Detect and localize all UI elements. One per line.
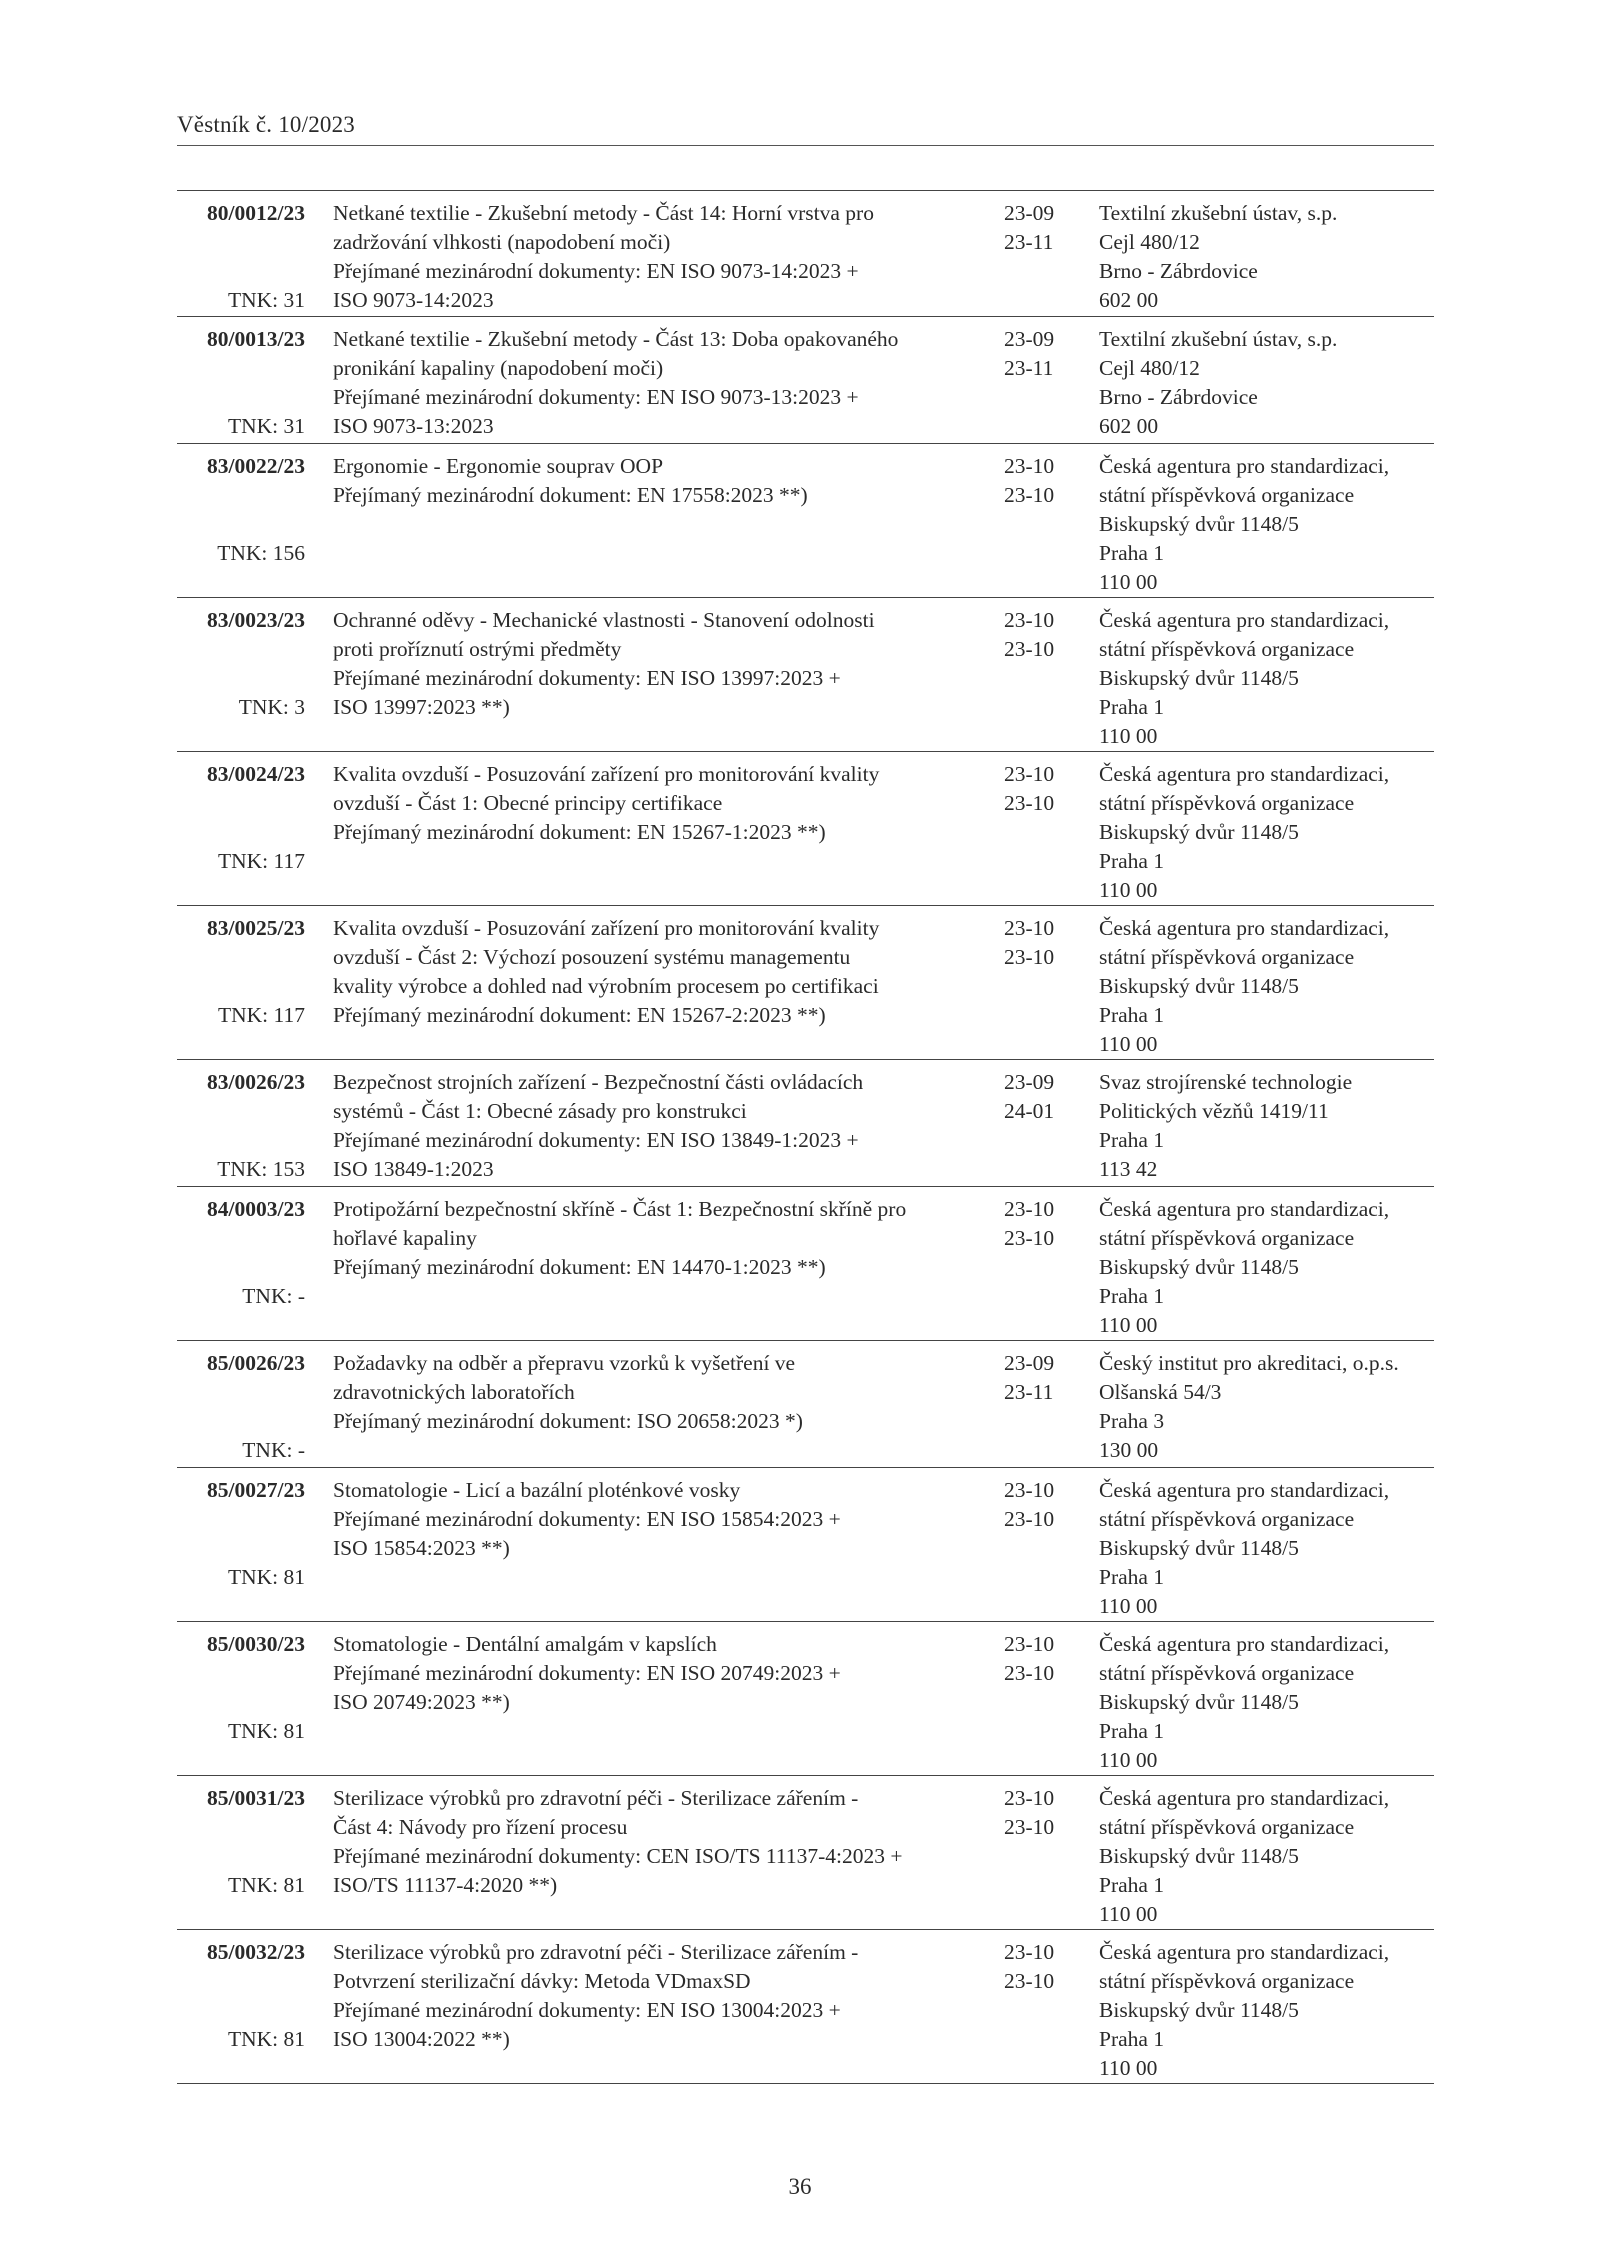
address-line: Praha 1 — [1099, 1873, 1165, 1897]
page-number: 36 — [788, 2174, 812, 2199]
date-value: 23-10 — [1004, 608, 1055, 632]
dates-column — [1004, 1630, 1084, 1688]
address-line: Textilní zkušební ústav, s.p. — [1099, 327, 1338, 351]
address-line: 602 00 — [1099, 414, 1159, 438]
address-line: státní příspěvková organizace — [1099, 1661, 1355, 1685]
address-line: Česká agentura pro standardizaci, — [1099, 1478, 1390, 1502]
date-value: 23-10 — [1004, 483, 1055, 507]
tnk-label: TNK: 153 — [217, 1157, 305, 1181]
processor-address — [1099, 1476, 1434, 1621]
title-line: Přejímané mezinárodní dokumenty: EN ISO 15854:2023 + — [333, 1507, 841, 1531]
title-line: hořlavé kapaliny — [333, 1226, 477, 1250]
address-line: Česká agentura pro standardizaci, — [1099, 1940, 1390, 1964]
title-line: ISO 15854:2023 **) — [333, 1536, 510, 1560]
processor-address — [1099, 199, 1434, 315]
title-line: Přejímané mezinárodní dokumenty: CEN ISO/TS 11137-4:2023 + — [333, 1844, 903, 1868]
date-value: 23-11 — [1004, 1380, 1054, 1404]
title-line: Přejímané mezinárodní dokumenty: EN ISO 9073-14:2023 + — [333, 259, 859, 283]
title-line: Kvalita ovzduší - Posuzování zařízení pro monitorování kvality — [333, 916, 880, 940]
title-line: Přejímaný mezinárodní dokument: EN 17558:2023 **) — [333, 483, 808, 507]
address-line: 602 00 — [1099, 288, 1159, 312]
processor-address — [1099, 325, 1434, 441]
address-line: státní příspěvková organizace — [1099, 1226, 1355, 1250]
date-value: 23-10 — [1004, 1786, 1055, 1810]
address-line: 110 00 — [1099, 1032, 1158, 1056]
standard-id: 83/0025/23 — [207, 916, 305, 940]
table-row — [177, 1060, 1434, 1187]
address-line: 110 00 — [1099, 1902, 1158, 1926]
standard-title — [333, 1349, 983, 1436]
address-line: Praha 1 — [1099, 1284, 1165, 1308]
title-line: ovzduší - Část 1: Obecné principy certifikace — [333, 791, 723, 815]
address-line: státní příspěvková organizace — [1099, 1815, 1355, 1839]
title-line: Sterilizace výrobků pro zdravotní péči - Sterilizace zářením - — [333, 1940, 859, 1964]
title-line: zdravotnických laboratořích — [333, 1380, 575, 1404]
standard-id: 85/0030/23 — [207, 1632, 305, 1656]
tnk-label: TNK: - — [242, 1284, 305, 1308]
processor-address — [1099, 1068, 1434, 1184]
title-line: Potvrzení sterilizační dávky: Metoda VDmaxSD — [333, 1969, 751, 1993]
standard-title — [333, 1068, 983, 1184]
title-line: Přejímané mezinárodní dokumenty: EN ISO 13997:2023 + — [333, 666, 841, 690]
address-line: Praha 1 — [1099, 1003, 1165, 1027]
title-line: ISO 13004:2022 **) — [333, 2027, 510, 2051]
standard-title — [333, 199, 983, 315]
page-header-title: Věstník č. 10/2023 — [177, 112, 355, 137]
tnk-label: TNK: 3 — [238, 695, 305, 719]
title-line: Požadavky na odběr a přepravu vzorků k vyšetření ve — [333, 1351, 796, 1375]
date-value: 23-10 — [1004, 762, 1055, 786]
date-value: 23-10 — [1004, 1815, 1055, 1839]
address-line: Česká agentura pro standardizaci, — [1099, 762, 1390, 786]
date-value: 23-09 — [1004, 327, 1055, 351]
dates-column — [1004, 1938, 1084, 1996]
title-line: ISO 20749:2023 **) — [333, 1690, 510, 1714]
processor-address — [1099, 606, 1434, 751]
address-line: Praha 1 — [1099, 1128, 1165, 1152]
title-line: Sterilizace výrobků pro zdravotní péči - Sterilizace zářením - — [333, 1786, 859, 1810]
address-line: Cejl 480/12 — [1099, 230, 1200, 254]
date-value: 23-09 — [1004, 201, 1055, 225]
standard-id: 80/0013/23 — [207, 327, 305, 351]
standard-id: 84/0003/23 — [207, 1197, 305, 1221]
date-value: 23-10 — [1004, 945, 1055, 969]
standard-title — [333, 1630, 983, 1717]
address-line: Textilní zkušební ústav, s.p. — [1099, 201, 1338, 225]
tnk-label: TNK: - — [242, 1438, 305, 1462]
standard-title — [333, 1195, 983, 1282]
title-line: Netkané textilie - Zkušební metody - Část 14: Horní vrstva pro — [333, 201, 874, 225]
date-value: 24-01 — [1004, 1099, 1055, 1123]
standard-title — [333, 606, 983, 722]
title-line: Protipožární bezpečnostní skříně - Část 1: Bezpečnostní skříně pro — [333, 1197, 907, 1221]
address-line: Česká agentura pro standardizaci, — [1099, 608, 1390, 632]
tnk-label: TNK: 81 — [227, 2027, 305, 2051]
standards-table — [177, 190, 1434, 2084]
table-row — [177, 1776, 1434, 1930]
processor-address — [1099, 914, 1434, 1059]
date-value: 23-10 — [1004, 1661, 1055, 1685]
address-line: Česká agentura pro standardizaci, — [1099, 454, 1390, 478]
title-line: ISO 13849-1:2023 — [333, 1157, 494, 1181]
title-line: systémů - Část 1: Obecné zásady pro konstrukci — [333, 1099, 747, 1123]
processor-address — [1099, 1630, 1434, 1775]
table-row — [177, 906, 1434, 1060]
standard-title — [333, 1476, 983, 1563]
date-value: 23-10 — [1004, 1226, 1055, 1250]
title-line: proti proříznutí ostrými předměty — [333, 637, 622, 661]
address-line: Biskupský dvůr 1148/5 — [1099, 1255, 1299, 1279]
date-value: 23-11 — [1004, 230, 1054, 254]
date-value: 23-10 — [1004, 791, 1055, 815]
address-line: Česká agentura pro standardizaci, — [1099, 1197, 1390, 1221]
address-line: Biskupský dvůr 1148/5 — [1099, 820, 1299, 844]
standard-id: 83/0024/23 — [207, 762, 305, 786]
address-line: 110 00 — [1099, 1748, 1158, 1772]
table-row — [177, 1468, 1434, 1622]
standard-title — [333, 452, 983, 510]
address-line: Česká agentura pro standardizaci, — [1099, 916, 1390, 940]
standard-id: 85/0031/23 — [207, 1786, 305, 1810]
dates-column — [1004, 606, 1084, 664]
address-line: Biskupský dvůr 1148/5 — [1099, 1844, 1299, 1868]
date-value: 23-10 — [1004, 637, 1055, 661]
standard-id: 83/0023/23 — [207, 608, 305, 632]
table-row — [177, 1187, 1434, 1341]
processor-address — [1099, 1784, 1434, 1929]
title-line: Netkané textilie - Zkušební metody - Část 13: Doba opakovaného — [333, 327, 899, 351]
title-line: Přejímané mezinárodní dokumenty: EN ISO 13849-1:2023 + — [333, 1128, 859, 1152]
title-line: Přejímaný mezinárodní dokument: EN 14470-1:2023 **) — [333, 1255, 826, 1279]
title-line: Přejímaný mezinárodní dokument: EN 15267-1:2023 **) — [333, 820, 826, 844]
address-line: Biskupský dvůr 1148/5 — [1099, 1690, 1299, 1714]
processor-address — [1099, 1195, 1434, 1340]
date-value: 23-10 — [1004, 916, 1055, 940]
tnk-label: TNK: 31 — [227, 414, 305, 438]
table-row — [177, 317, 1434, 444]
processor-address — [1099, 1349, 1434, 1465]
title-line: Přejímané mezinárodní dokumenty: EN ISO 9073-13:2023 + — [333, 385, 859, 409]
tnk-label: TNK: 81 — [227, 1565, 305, 1589]
standard-id: 85/0032/23 — [207, 1940, 305, 1964]
date-value: 23-11 — [1004, 356, 1054, 380]
dates-column — [1004, 760, 1084, 818]
standard-id: 83/0026/23 — [207, 1070, 305, 1094]
dates-column — [1004, 1068, 1084, 1126]
address-line: 110 00 — [1099, 1313, 1158, 1337]
address-line: státní příspěvková organizace — [1099, 791, 1355, 815]
date-value: 23-09 — [1004, 1351, 1055, 1375]
address-line: Praha 1 — [1099, 849, 1165, 873]
title-line: kvality výrobce a dohled nad výrobním procesem po certifikaci — [333, 974, 879, 998]
address-line: Praha 1 — [1099, 695, 1165, 719]
title-line: Ochranné oděvy - Mechanické vlastnosti - Stanovení odolnosti — [333, 608, 875, 632]
title-line: Přejímaný mezinárodní dokument: EN 15267-2:2023 **) — [333, 1003, 826, 1027]
address-line: Český institut pro akreditaci, o.p.s. — [1099, 1351, 1399, 1375]
date-value: 23-10 — [1004, 1197, 1055, 1221]
title-line: Stomatologie - Dentální amalgám v kapslích — [333, 1632, 717, 1656]
address-line: Politických vězňů 1419/11 — [1099, 1099, 1329, 1123]
address-line: státní příspěvková organizace — [1099, 637, 1355, 661]
address-line: Cejl 480/12 — [1099, 356, 1200, 380]
table-row — [177, 752, 1434, 906]
title-line: ovzduší - Část 2: Výchozí posouzení systému managementu — [333, 945, 851, 969]
title-line: Přejímané mezinárodní dokumenty: EN ISO 13004:2023 + — [333, 1998, 841, 2022]
address-line: státní příspěvková organizace — [1099, 1969, 1355, 1993]
tnk-label: TNK: 31 — [227, 288, 305, 312]
tnk-label: TNK: 117 — [218, 1003, 305, 1027]
table-row — [177, 1341, 1434, 1468]
standard-id: 83/0022/23 — [207, 454, 305, 478]
address-line: 113 42 — [1099, 1157, 1158, 1181]
title-line: Přejímaný mezinárodní dokument: ISO 20658:2023 *) — [333, 1409, 803, 1433]
table-row — [177, 1622, 1434, 1776]
address-line: Biskupský dvůr 1148/5 — [1099, 1536, 1299, 1560]
address-line: Praha 1 — [1099, 1719, 1165, 1743]
title-line: Stomatologie - Licí a bazální ploténkové vosky — [333, 1478, 741, 1502]
date-value: 23-10 — [1004, 1940, 1055, 1964]
address-line: 110 00 — [1099, 878, 1158, 902]
address-line: Svaz strojírenské technologie — [1099, 1070, 1353, 1094]
address-line: Biskupský dvůr 1148/5 — [1099, 974, 1299, 998]
address-line: 110 00 — [1099, 2056, 1158, 2080]
title-line: Ergonomie - Ergonomie souprav OOP — [333, 454, 664, 478]
address-line: státní příspěvková organizace — [1099, 483, 1355, 507]
address-line: 130 00 — [1099, 1438, 1159, 1462]
address-line: Biskupský dvůr 1148/5 — [1099, 512, 1299, 536]
date-value: 23-10 — [1004, 454, 1055, 478]
address-line: 110 00 — [1099, 570, 1158, 594]
date-value: 23-10 — [1004, 1507, 1055, 1531]
standard-title — [333, 1784, 983, 1900]
dates-column — [1004, 914, 1084, 972]
title-line: ISO 9073-13:2023 — [333, 414, 494, 438]
standard-title — [333, 1938, 983, 2054]
address-line: Česká agentura pro standardizaci, — [1099, 1786, 1390, 1810]
address-line: Praha 1 — [1099, 1565, 1165, 1589]
tnk-label: TNK: 156 — [217, 541, 305, 565]
title-line: Část 4: Návody pro řízení procesu — [333, 1815, 628, 1839]
processor-address — [1099, 760, 1434, 905]
date-value: 23-10 — [1004, 1632, 1055, 1656]
standard-id: 80/0012/23 — [207, 201, 305, 225]
address-line: Biskupský dvůr 1148/5 — [1099, 1998, 1299, 2022]
address-line: státní příspěvková organizace — [1099, 1507, 1355, 1531]
table-row — [177, 1930, 1434, 2084]
standard-title — [333, 914, 983, 1030]
standard-id: 85/0026/23 — [207, 1351, 305, 1375]
processor-address — [1099, 1938, 1434, 2083]
processor-address — [1099, 452, 1434, 597]
dates-column — [1004, 1195, 1084, 1253]
title-line: ISO/TS 11137-4:2020 **) — [333, 1873, 558, 1897]
table-row — [177, 598, 1434, 752]
title-line: zadržování vlhkosti (napodobení moči) — [333, 230, 671, 254]
address-line: státní příspěvková organizace — [1099, 945, 1355, 969]
dates-column — [1004, 325, 1084, 383]
address-line: Česká agentura pro standardizaci, — [1099, 1632, 1390, 1656]
table-row — [177, 444, 1434, 598]
title-line: pronikání kapaliny (napodobení moči) — [333, 356, 664, 380]
title-line: Bezpečnost strojních zařízení - Bezpečnostní části ovládacích — [333, 1070, 864, 1094]
tnk-label: TNK: 81 — [227, 1873, 305, 1897]
dates-column — [1004, 1476, 1084, 1534]
address-line: 110 00 — [1099, 1594, 1158, 1618]
title-line: ISO 13997:2023 **) — [333, 695, 510, 719]
standard-id: 85/0027/23 — [207, 1478, 305, 1502]
standard-title — [333, 325, 983, 441]
address-line: Olšanská 54/3 — [1099, 1380, 1222, 1404]
address-line: Brno - Zábrdovice — [1099, 259, 1258, 283]
date-value: 23-10 — [1004, 1478, 1055, 1502]
address-line: Praha 3 — [1099, 1409, 1165, 1433]
dates-column — [1004, 1784, 1084, 1842]
date-value: 23-10 — [1004, 1969, 1055, 1993]
address-line: Biskupský dvůr 1148/5 — [1099, 666, 1299, 690]
address-line: Brno - Zábrdovice — [1099, 385, 1258, 409]
dates-column — [1004, 1349, 1084, 1407]
tnk-label: TNK: 117 — [218, 849, 305, 873]
title-line: Přejímané mezinárodní dokumenty: EN ISO 20749:2023 + — [333, 1661, 841, 1685]
title-line: ISO 9073-14:2023 — [333, 288, 494, 312]
tnk-label: TNK: 81 — [227, 1719, 305, 1743]
date-value: 23-09 — [1004, 1070, 1055, 1094]
address-line: Praha 1 — [1099, 541, 1165, 565]
title-line: Kvalita ovzduší - Posuzování zařízení pro monitorování kvality — [333, 762, 880, 786]
table-row — [177, 190, 1434, 317]
header-rule — [177, 145, 1434, 146]
address-line: Praha 1 — [1099, 2027, 1165, 2051]
dates-column — [1004, 199, 1084, 257]
address-line: 110 00 — [1099, 724, 1158, 748]
dates-column — [1004, 452, 1084, 510]
standard-title — [333, 760, 983, 847]
